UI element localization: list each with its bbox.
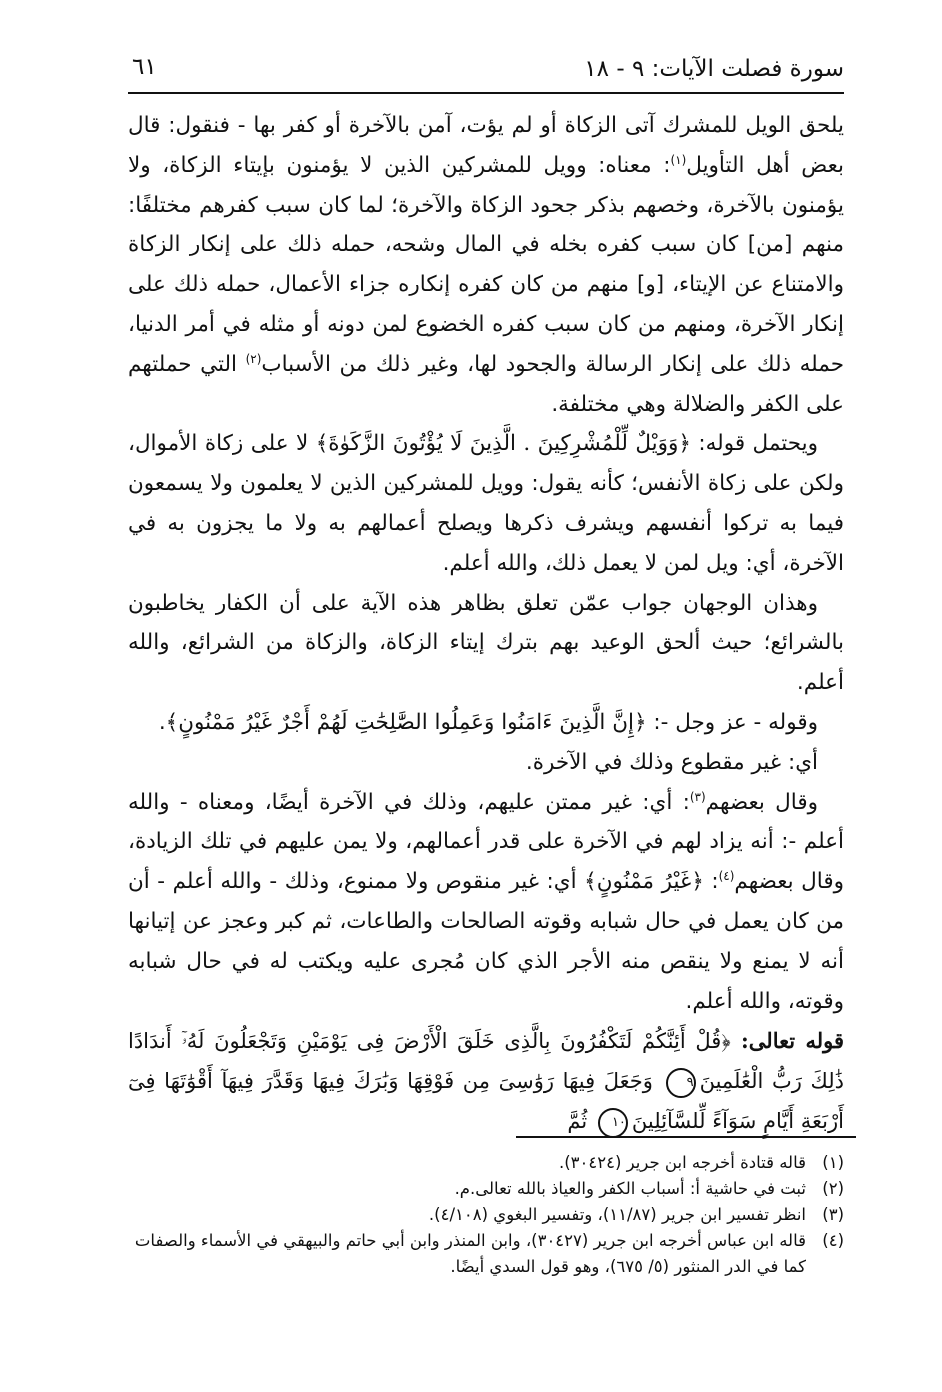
footnote [128, 1150, 844, 1176]
paragraph-2 [128, 424, 844, 583]
page-header [128, 52, 844, 94]
quran-quote: ﴿وَوَيْلٌ لِّلْمُشْرِكِينَ . الَّذِينَ لَا يُؤْتُونَ الزَّكَوٰةَ﴾ [315, 431, 691, 457]
footnote-text: قاله ابن عباس أخرجه ابن جرير (٣٠٤٢٧)، وابن المنذر وابن أبي حاتم والبيهقي في الأسماء والصفات كما في الدر المنثور (٥/ ٦٧٥)، وهو قول السدي أيضًا. [134, 1231, 806, 1276]
footnote-ref-3: (٣) [689, 789, 706, 804]
footnote-ref-1: (١) [670, 152, 687, 167]
paragraph-1 [128, 106, 844, 424]
verse-text: وَجَعَلَ فِيهَا رَوَٰسِىَ مِن فَوْقِهَا وَبَٰرَكَ فِيهَا وَقَدَّرَ فِيهَآ أَقْوَٰتَهَا فِىٓ أَرْبَعَةِ أَيَّامٍ سَوَآءً لِّلسَّآئِلِينَ [128, 1069, 844, 1134]
footnote [128, 1202, 844, 1228]
text-run: يلحق الويل للمشرك آتى الزكاة أو لم يؤت، آمن بالآخرة أو كفر بها - فنقول: قال بعض أهل التأويل [128, 113, 844, 178]
text-run: لا على زكاة الأموال، ولكن على زكاة الأنفس؛ كأنه يقول: وويل للمشركين الذين لا يعلمون ولا يسمعون فيما به تركوا أنفسهم ويشرف ذكرها ويصلح أعمالهم به ولا ما يجزون به في الآخرة، أي: ويل لمن لا يعمل ذلك، والله أعلم. [128, 431, 844, 576]
verse-text: ﴿قُلْ أَئِنَّكُمْ لَتَكْفُرُونَ بِالَّذِى خَلَقَ الْأَرْضَ فِى يَوْمَيْنِ وَتَجْعَلُونَ لَهُۥٓ أَندَادًا ذَٰلِكَ رَبُّ الْعَٰلَمِينَ [128, 1029, 844, 1094]
verse-lead: قوله تعالى: [730, 1028, 844, 1054]
footnote-number: (٣) [822, 1205, 844, 1224]
footnote-number: (١) [822, 1153, 844, 1172]
text-run: ويحتمل قوله: [690, 431, 818, 457]
paragraph-3: وهذان الوجهان جواب عمّن تعلق بظاهر هذه الآية على أن الكفار يخاطبون بالشرائع؛ حيث ألحق الوعيد بهم بترك إيتاء الزكاة، والزكاة من الشرائع، والله أعلم. [128, 590, 844, 696]
verse-block [128, 1021, 844, 1141]
verse-text: ثُمَّ [567, 1109, 594, 1134]
footnote-text: قاله قتادة أخرجه ابن جرير (٣٠٤٢٤). [558, 1153, 806, 1172]
footnote-divider [516, 1136, 856, 1138]
text-run: التي حملتهم على الكفر والضلالة وهي مختلفة. [128, 351, 844, 417]
footnote-ref-2: (٢) [245, 351, 262, 366]
paragraph-5: أي: غير مقطوع وذلك في الآخرة. [525, 749, 818, 775]
footnote-text: ثبت في حاشية أ: أسباب الكفر والعياذ بالله تعالى.م. [454, 1179, 806, 1198]
text-run: : أي: غير ممتن عليهم، وذلك في الآخرة أيضًا، ومعناه - والله أعلم -: أنه يزاد لهم في الآخرة على قدر أعمالهم، ولا يمن عليهم في تلك الزيادة، وقال بعضهم [128, 789, 844, 895]
paragraph-4 [128, 703, 844, 743]
footnote [128, 1176, 844, 1202]
running-title: سورة فصلت الآيات: ٩ - ١٨ [584, 56, 844, 82]
text-run: أي: غير منقوص ولا ممنوع، وذلك - والله أعلم - أن من كان يعمل في حال شبابه وقوته الصالحات والطاعات، ثم كبر وعجز عن إتيانها أنه لا يمنع ولا ينقص منه الأجر الذي كان مُجرى عليه ويكتب له في حال شبابه وقوته، والله أعلم. [128, 869, 844, 1014]
page-number: ٦١ [132, 54, 157, 80]
footnote-ref-4: (٤) [718, 868, 735, 883]
ayah-number-icon: ٩ [666, 1068, 696, 1098]
quran-quote: ﴿إِنَّ الَّذِينَ ءَامَنُوا وَعَمِلُوا الصَّٰلِحَٰتِ لَهُمْ أَجْرٌ غَيْرُ مَمْنُونٍ﴾ [165, 709, 647, 735]
footnote-number: (٤) [822, 1231, 844, 1250]
text-run: وقال بعضهم [705, 789, 819, 815]
ayah-number-icon: ١٠ [598, 1108, 628, 1138]
text-run: وقوله - عز وجل -: [646, 709, 818, 735]
footnote-text: انظر تفسير ابن جرير (١١/٨٧)، وتفسير البغوي (٤/١٠٨). [428, 1205, 806, 1224]
footnote-number: (٢) [822, 1179, 844, 1198]
footnote [128, 1228, 844, 1280]
quran-quote: ﴿غَيْرُ مَمْنُونٍ﴾ [584, 869, 704, 895]
text-run: : معناه: وويل للمشركين الذين لا يؤمنون بإيتاء الزكاة، ولا يؤمنون بالآخرة، وخصهم بذكر جحود الزكاة والآخرة؛ لما كان سبب كفرهم مختلفًا: منهم [من] كان سبب كفره بخله في المال وشحه، حمله ذلك على إنكار الزكاة والامتناع عن الإيتاء، [و] منهم من كان كفره إنكاره جزاء الأعمال، حمله ذلك على إنكار الآخرة، ومنهم من كان سبب كفره الخضوع لمن دونه أو مثله في أمر الدنيا، حمله ذلك على إنكار الرسالة والجحود لها، وغير ذلك من الأسباب [128, 152, 844, 377]
main-text [128, 106, 844, 1141]
text-run: : [703, 869, 719, 895]
text-run: . [158, 709, 166, 735]
footnotes [128, 1150, 844, 1280]
paragraph-6 [128, 783, 844, 1022]
